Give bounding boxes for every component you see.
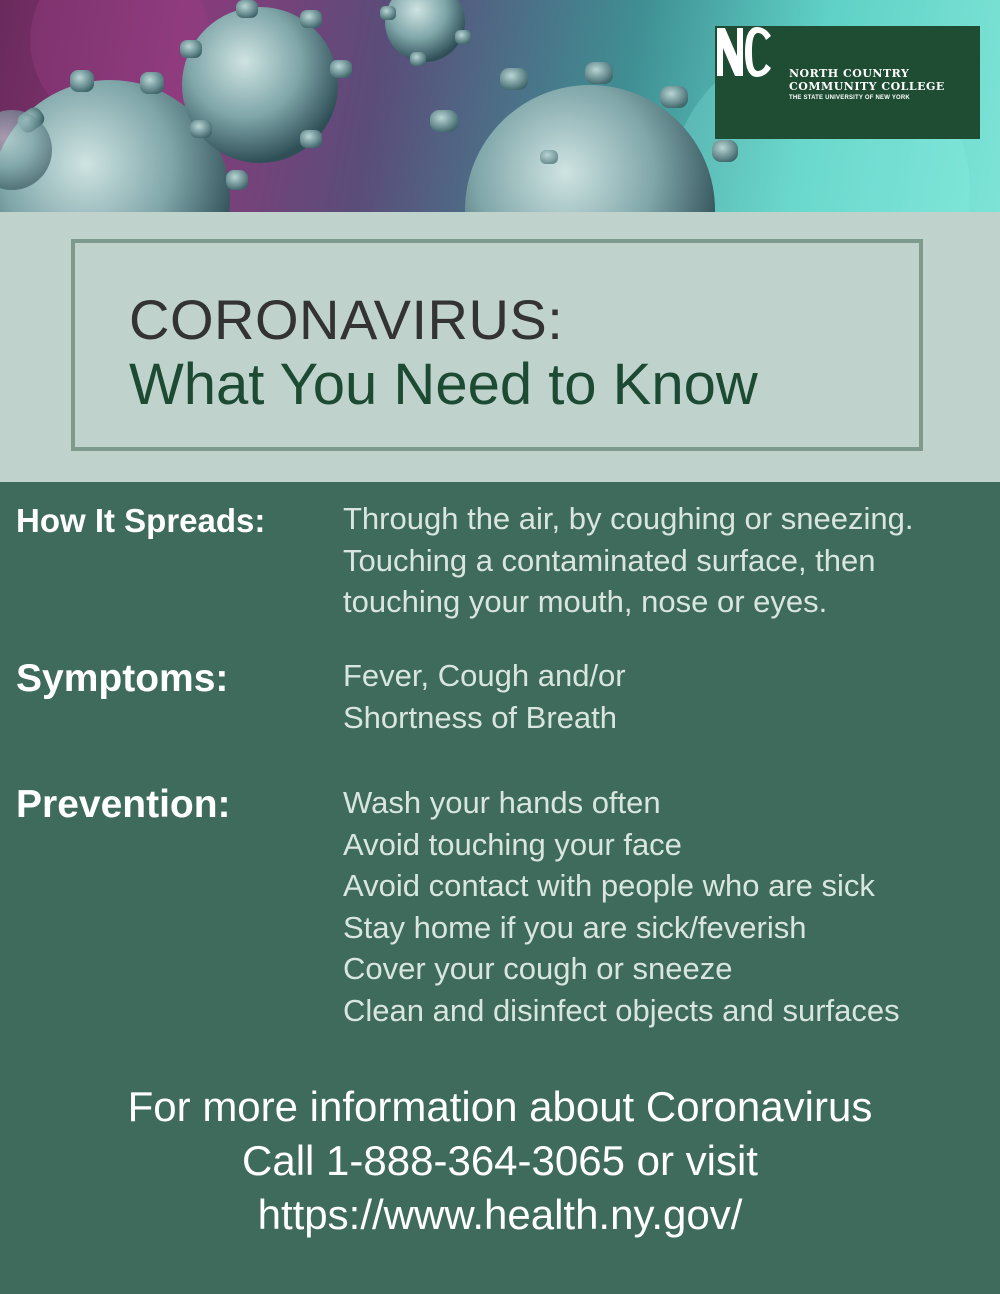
footer-line-url: https://www.health.ny.gov/ bbox=[257, 1191, 743, 1238]
prevention-item: Clean and disinfect objects and surfaces bbox=[343, 992, 900, 1028]
symptoms-line: Fever, Cough and/or bbox=[343, 658, 626, 693]
prevention-item: Avoid contact with people who are sick bbox=[343, 868, 875, 903]
more-info-footer bbox=[0, 1080, 1000, 1242]
spreads-line: Through the air, by coughing or sneezing. bbox=[343, 501, 914, 536]
spreads-line: Touching a contaminated surface, then bbox=[343, 542, 876, 578]
logo-name-line1: NORTH COUNTRY bbox=[789, 67, 910, 80]
symptoms-text bbox=[343, 655, 626, 738]
prevention-item: Wash your hands often bbox=[343, 785, 661, 820]
symptoms-heading: Symptoms: bbox=[16, 657, 229, 700]
spreads-text bbox=[343, 498, 913, 623]
symptoms-line: Shortness of Breath bbox=[343, 699, 617, 735]
page-subtitle: What You Need to Know bbox=[129, 352, 758, 417]
prevention-list bbox=[343, 782, 900, 1031]
logo-name-line2: COMMUNITY COLLEGE bbox=[789, 80, 945, 93]
coronavirus-hero-image bbox=[0, 0, 1000, 212]
spreads-heading: How It Spreads: bbox=[16, 502, 266, 539]
page-title: CORONAVIRUS: bbox=[129, 288, 564, 351]
footer-line-phone: Call 1-888-364-3065 or visit bbox=[242, 1137, 758, 1184]
prevention-item: Cover your cough or sneeze bbox=[343, 951, 733, 986]
prevention-item: Avoid touching your face bbox=[343, 826, 682, 862]
prevention-item: Stay home if you are sick/feverish bbox=[343, 909, 807, 945]
logo-tagline: THE STATE UNIVERSITY OF NEW YORK bbox=[789, 95, 910, 101]
title-band bbox=[0, 212, 1000, 482]
spreads-line: touching your mouth, nose or eyes. bbox=[343, 584, 828, 619]
nc-logo-mark-icon bbox=[715, 26, 773, 78]
title-box bbox=[71, 239, 923, 451]
prevention-heading: Prevention: bbox=[16, 783, 231, 826]
footer-line-info: For more information about Coronavirus bbox=[127, 1083, 873, 1130]
college-logo bbox=[715, 26, 980, 139]
